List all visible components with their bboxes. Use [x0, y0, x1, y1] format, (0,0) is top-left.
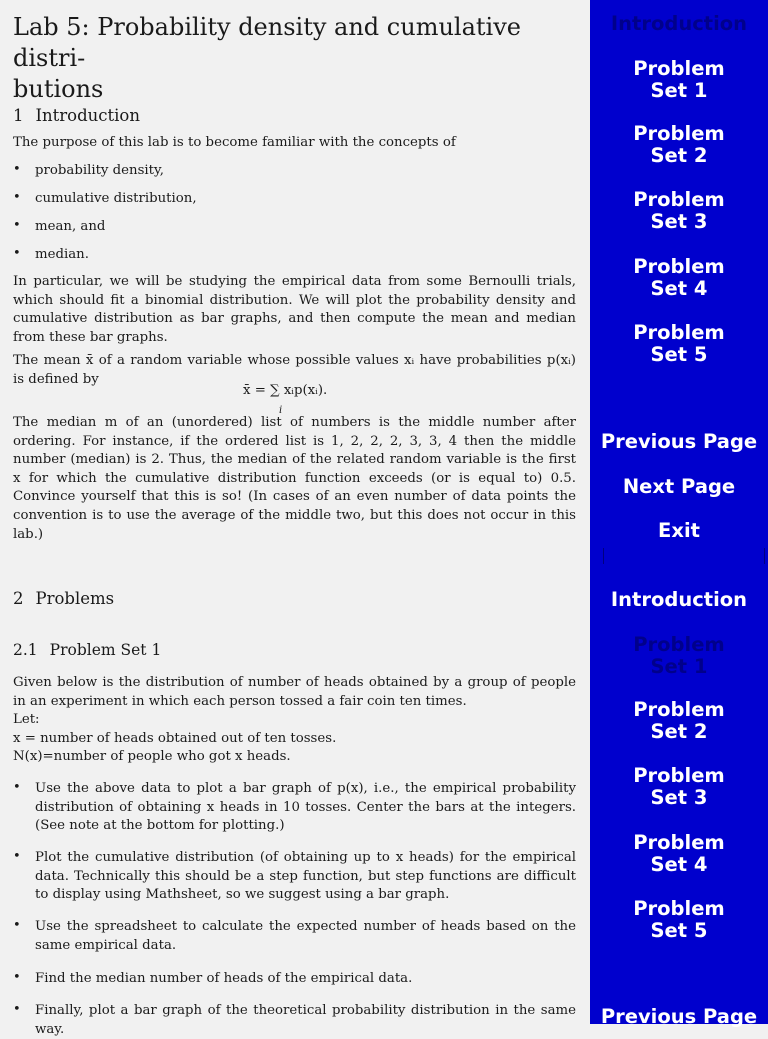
nav-problem-set-5[interactable]: Problem Set 5	[633, 897, 725, 942]
section-title: Problems	[35, 589, 115, 608]
bullet-marker: •	[13, 970, 21, 985]
mean-definition: The mean x̄ of a random variable whose possible values xᵢ have probabilities p(xᵢ) is defined by	[13, 353, 576, 387]
bullet-marker: •	[13, 246, 21, 261]
page-title	[13, 12, 583, 105]
list-item: probability density,	[35, 163, 165, 178]
previous-page-link[interactable]: Previous Page	[600, 1005, 758, 1028]
bullet-marker: •	[13, 190, 21, 205]
page-break-marker	[603, 548, 604, 564]
intro-lead: The purpose of this lab is to become familiar with the concepts of	[13, 135, 456, 150]
nav-problem-set-4[interactable]: Problem Set 4	[633, 255, 725, 300]
exit-link[interactable]: Exit	[658, 519, 700, 542]
median-paragraph: The median m of an (unordered) list of numbers is the middle number after ordering. For instance, if the ordered list is 1, 2, 2, 2, 3, 3, 4 then the middle number (median) is 2. Thus, the median of the related random variable is the first x for which the cumulative distribution function exceeds (or is equal to) 0.5. Convince yourself that this is so! (In cases of an even number of data points the convention is to use the average of the middle two, but this does not occur in this lab.)	[13, 415, 576, 542]
nav-introduction[interactable]: Introduction	[610, 588, 748, 611]
list-item: Find the median number of heads of the empirical data.	[35, 971, 413, 986]
bullet-marker: •	[13, 849, 21, 864]
list-item: Use the spreadsheet to calculate the expected number of heads based on the same empirical data.	[35, 919, 576, 953]
title-line-1: Lab 5: Probability density and cumulative distri-	[13, 13, 521, 72]
mean-formula	[243, 382, 327, 400]
formula-subscript: i	[279, 405, 283, 416]
let-label: Let:	[13, 712, 40, 727]
bullet-marker: •	[13, 918, 21, 933]
nav-problem-set-4[interactable]: Problem Set 4	[633, 831, 725, 876]
list-item: Use the above data to plot a bar graph of p(x), i.e., the empirical probability distribution of obtaining x heads in 10 tosses. Center the bars at the integers. (See note at the bottom for plotting.)	[35, 781, 576, 834]
section-heading-problems	[13, 589, 114, 609]
formula-text: x̄ = ∑ xᵢp(xᵢ).	[243, 383, 328, 398]
section-heading-introduction	[13, 106, 140, 126]
list-item: Plot the cumulative distribution (of obtaining up to x heads) for the empirical data. Technically this should be a step function, but step functions are difficult to display using Mathsheet, so we suggest using a bar graph.	[35, 850, 576, 903]
bullet-marker: •	[13, 162, 21, 177]
list-item: Finally, plot a bar graph of the theoretical probability distribution in the same way.	[35, 1003, 576, 1037]
nav-introduction[interactable]: Introduction	[610, 12, 748, 35]
definition-x: x = number of heads obtained out of ten tosses.	[13, 731, 337, 746]
nav-problem-set-1[interactable]: Problem Set 1	[633, 57, 725, 102]
nav-problem-set-1[interactable]: Problem Set 1	[633, 633, 725, 678]
subsection-title: Problem Set 1	[49, 641, 162, 659]
nav-problem-set-2[interactable]: Problem Set 2	[633, 698, 725, 743]
subsection-number: 2.1	[13, 641, 38, 659]
next-page-link[interactable]: Next Page	[622, 475, 736, 498]
intro-paragraph: In particular, we will be studying the empirical data from some Bernoulli trials, which should fit a binomial distribution. We will plot the probability density and cumulative distribution as bar graphs, and then compute the mean and median from these bar graphs.	[13, 274, 576, 345]
nav-problem-set-2[interactable]: Problem Set 2	[633, 122, 725, 167]
bullet-marker: •	[13, 780, 21, 795]
list-item: cumulative distribution,	[35, 191, 197, 206]
list-item: median.	[35, 247, 89, 262]
section-number: 1	[13, 106, 24, 125]
nav-problem-set-5[interactable]: Problem Set 5	[633, 321, 725, 366]
section-number: 2	[13, 589, 24, 608]
page-break-marker	[764, 548, 765, 564]
section-title: Introduction	[35, 106, 140, 125]
definition-n: N(x)=number of people who got x heads.	[13, 749, 291, 764]
navigation-sidebar	[590, 0, 768, 1028]
nav-problem-set-3[interactable]: Problem Set 3	[633, 188, 725, 233]
bullet-marker: •	[13, 218, 21, 233]
previous-page-link[interactable]: Previous Page	[600, 430, 758, 453]
problem-set-1-description: Given below is the distribution of number of heads obtained by a group of people in an experiment in which each person tossed a fair coin ten times.	[13, 675, 576, 709]
nav-problem-set-3[interactable]: Problem Set 3	[633, 764, 725, 809]
title-line-2: butions	[13, 75, 104, 103]
subsection-heading-problem-set-1	[13, 640, 161, 660]
bullet-marker: •	[13, 1002, 21, 1017]
list-item: mean, and	[35, 219, 106, 234]
